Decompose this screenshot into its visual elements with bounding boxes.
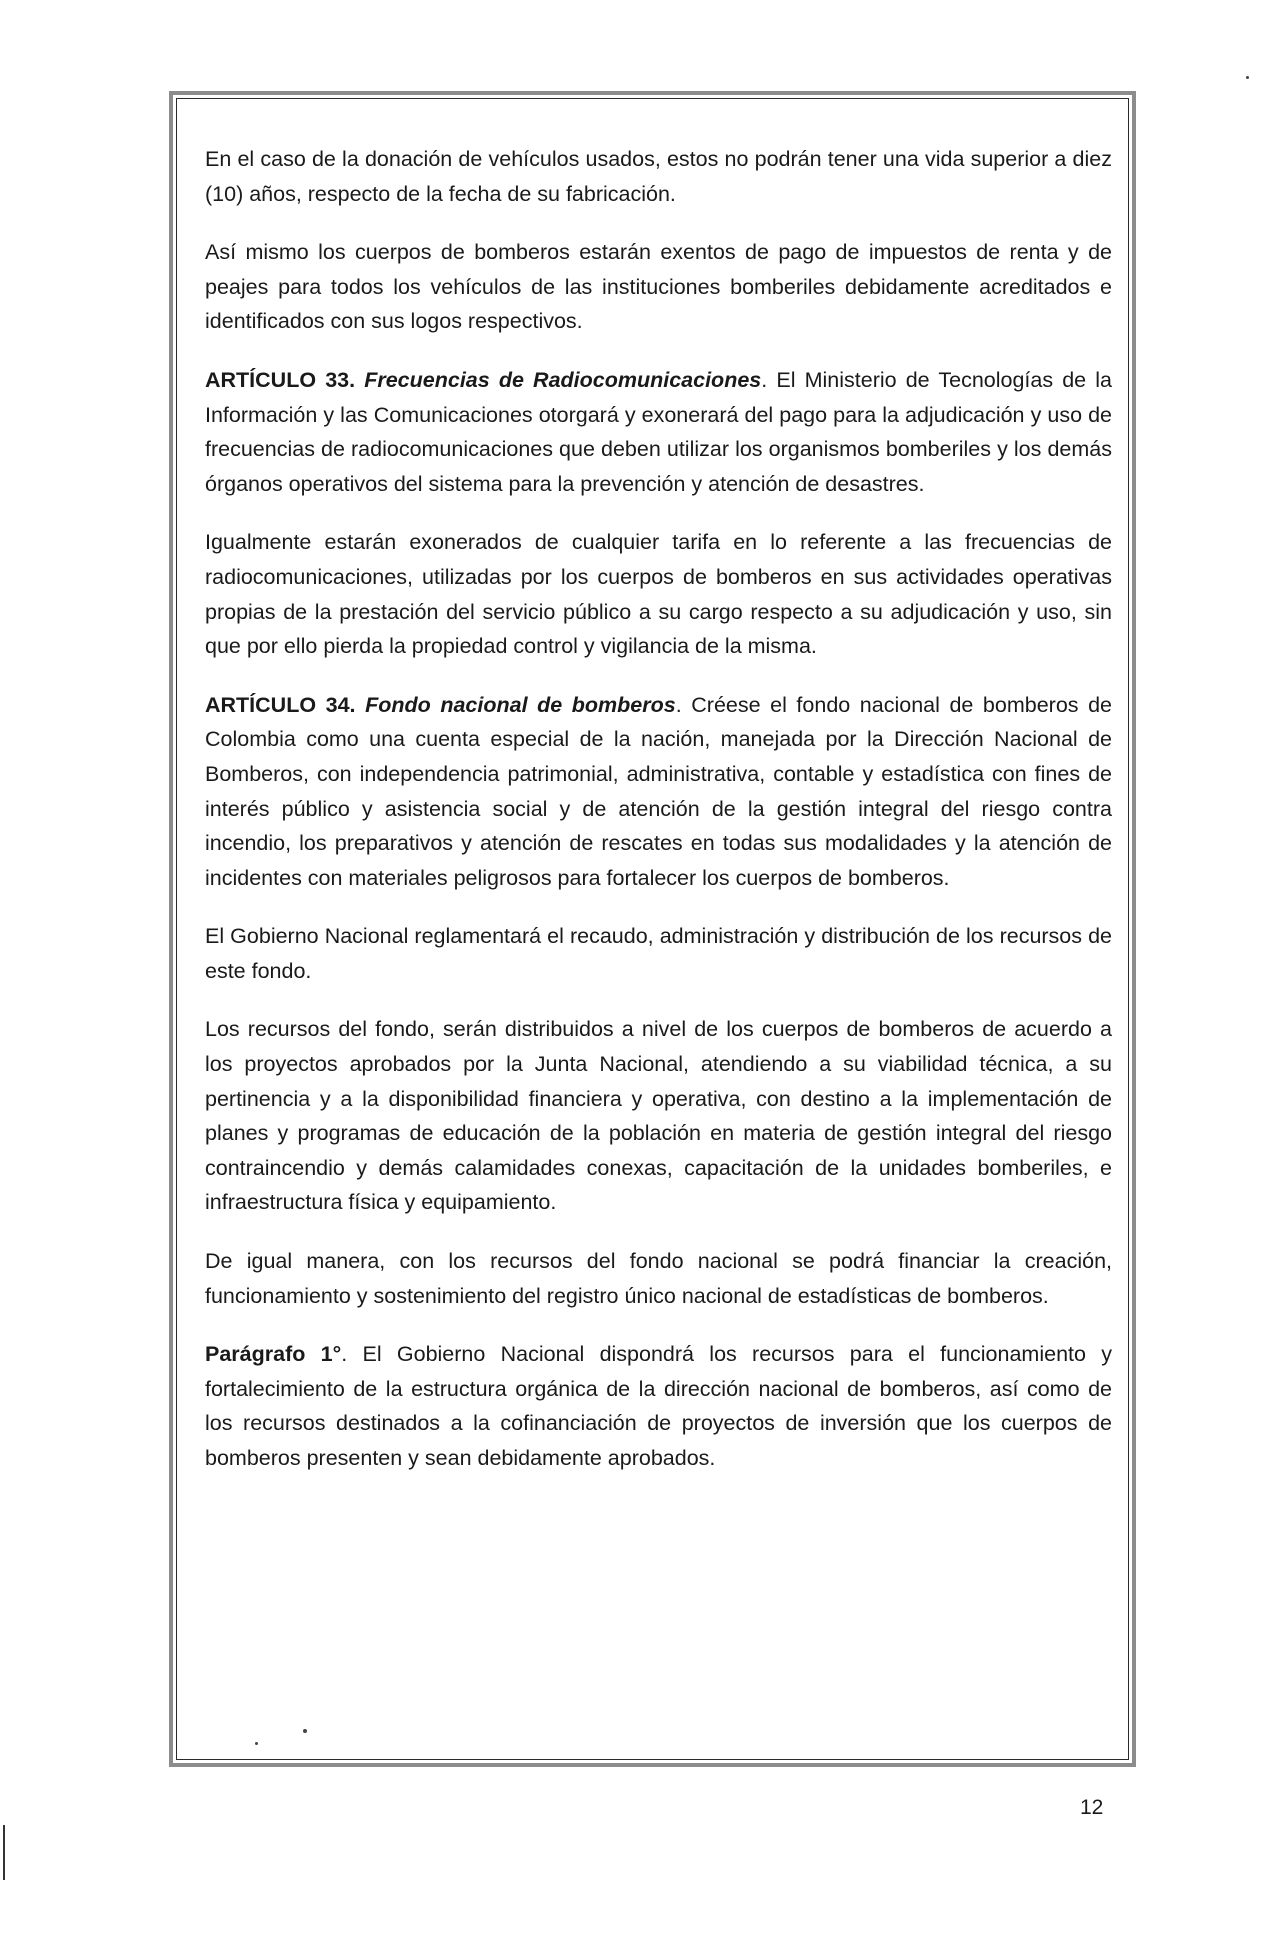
article-text: . Créese el fondo nacional de bomberos de Colombia como una cuenta especial de la nación, manejada por la Dirección Nacional de Bomberos, con independencia patrimonial, administrativa, contable y estadística con fines de interés público y asistencia social y de atención de la gestión integral del riesgo contra incendio, los preparativos y atención de rescates en todas sus modalidades y la atención de incidentes con materiales peligrosos para fortalecer los cuerpos de bomberos. (205, 692, 1113, 890)
paragrafo-text: . El Gobierno Nacional dispondrá los recursos para el funcionamiento y fortalecimiento de la estructura orgánica de la dirección nacional de bomberos, así como de los recursos destinados a la cofinanciación de proyectos de inversión que los cuerpos de bomberos presenten y sean debidamente aprobados. (205, 1342, 1112, 1470)
paragraph-text: El Gobierno Nacional reglamentará el recaudo, administración y distribución de los recursos de este fondo. (205, 924, 1112, 983)
paragraph-fund-regulation (205, 919, 1112, 988)
page-number: 12 (1080, 1796, 1104, 1819)
article-title: Fondo nacional de bomberos (365, 692, 676, 717)
paragraph-text: De igual manera, con los recursos del fondo nacional se podrá financiar la creación, funcionamiento y sostenimiento del registro único nacional de estadísticas de bomberos. (205, 1249, 1112, 1308)
document-body (205, 142, 1112, 1500)
article-title: Frecuencias de Radiocomunicaciones (364, 367, 762, 392)
paragraph-vehicle-donation (205, 142, 1112, 211)
article-label: ARTÍCULO 33. (205, 367, 356, 392)
scan-speck (255, 1742, 258, 1745)
article-33 (205, 363, 1112, 501)
paragrafo-1 (205, 1337, 1112, 1475)
paragraph-text: Igualmente estarán exonerados de cualquier tarifa en lo referente a las frecuencias de radiocomunicaciones, utilizadas por los cuerpos de bomberos en sus actividades operativas propias de la prestación del servicio público a su cargo respecto a su adjudicación y uso, sin que por ello pierda la propiedad control y vigilancia de la misma. (205, 530, 1112, 659)
paragraph-frequency-exemption (205, 525, 1112, 663)
article-text: . El Ministerio de Tecnologías de la Información y las Comunicaciones otorgará y exonerará del pago para la adjudicación y uso de frecuencias de radiocomunicaciones que deben utilizar los organismos bomberiles y los demás órganos operativos del sistema para la prevención y atención de desastres. (205, 367, 1113, 496)
paragrafo-label: Parágrafo 1° (205, 1342, 342, 1367)
scan-speck (1246, 76, 1249, 79)
article-label: ARTÍCULO 34. (205, 692, 356, 717)
paragraph-tax-exemption (205, 235, 1112, 339)
article-34 (205, 688, 1112, 896)
paragraph-statistics-registry (205, 1244, 1112, 1313)
paragraph-fund-distribution (205, 1012, 1112, 1220)
paragraph-text: Los recursos del fondo, serán distribuidos a nivel de los cuerpos de bomberos de acuerdo a los proyectos aprobados por la Junta Nacional, atendiendo a su viabilidad técnica, a su pertinencia y a la disponibilidad financiera y operativa, con destino a la implementación de planes y programas de educación de la población en materia de gestión integral del riesgo contraincendio y demás calamidades conexas, capacitación de la unidades bomberiles, e infraestructura física y equipamiento. (205, 1017, 1112, 1215)
paragraph-text: En el caso de la donación de vehículos usados, estos no podrán tener una vida superior a diez (10) años, respecto de la fecha de su fabricación. (205, 147, 1112, 206)
scan-margin-mark (3, 1825, 5, 1880)
paragraph-text: Así mismo los cuerpos de bomberos estarán exentos de pago de impuestos de renta y de peajes para todos los vehículos de las instituciones bomberiles debidamente acreditados e identificados con sus logos respectivos. (205, 240, 1112, 334)
scan-speck (303, 1729, 307, 1733)
